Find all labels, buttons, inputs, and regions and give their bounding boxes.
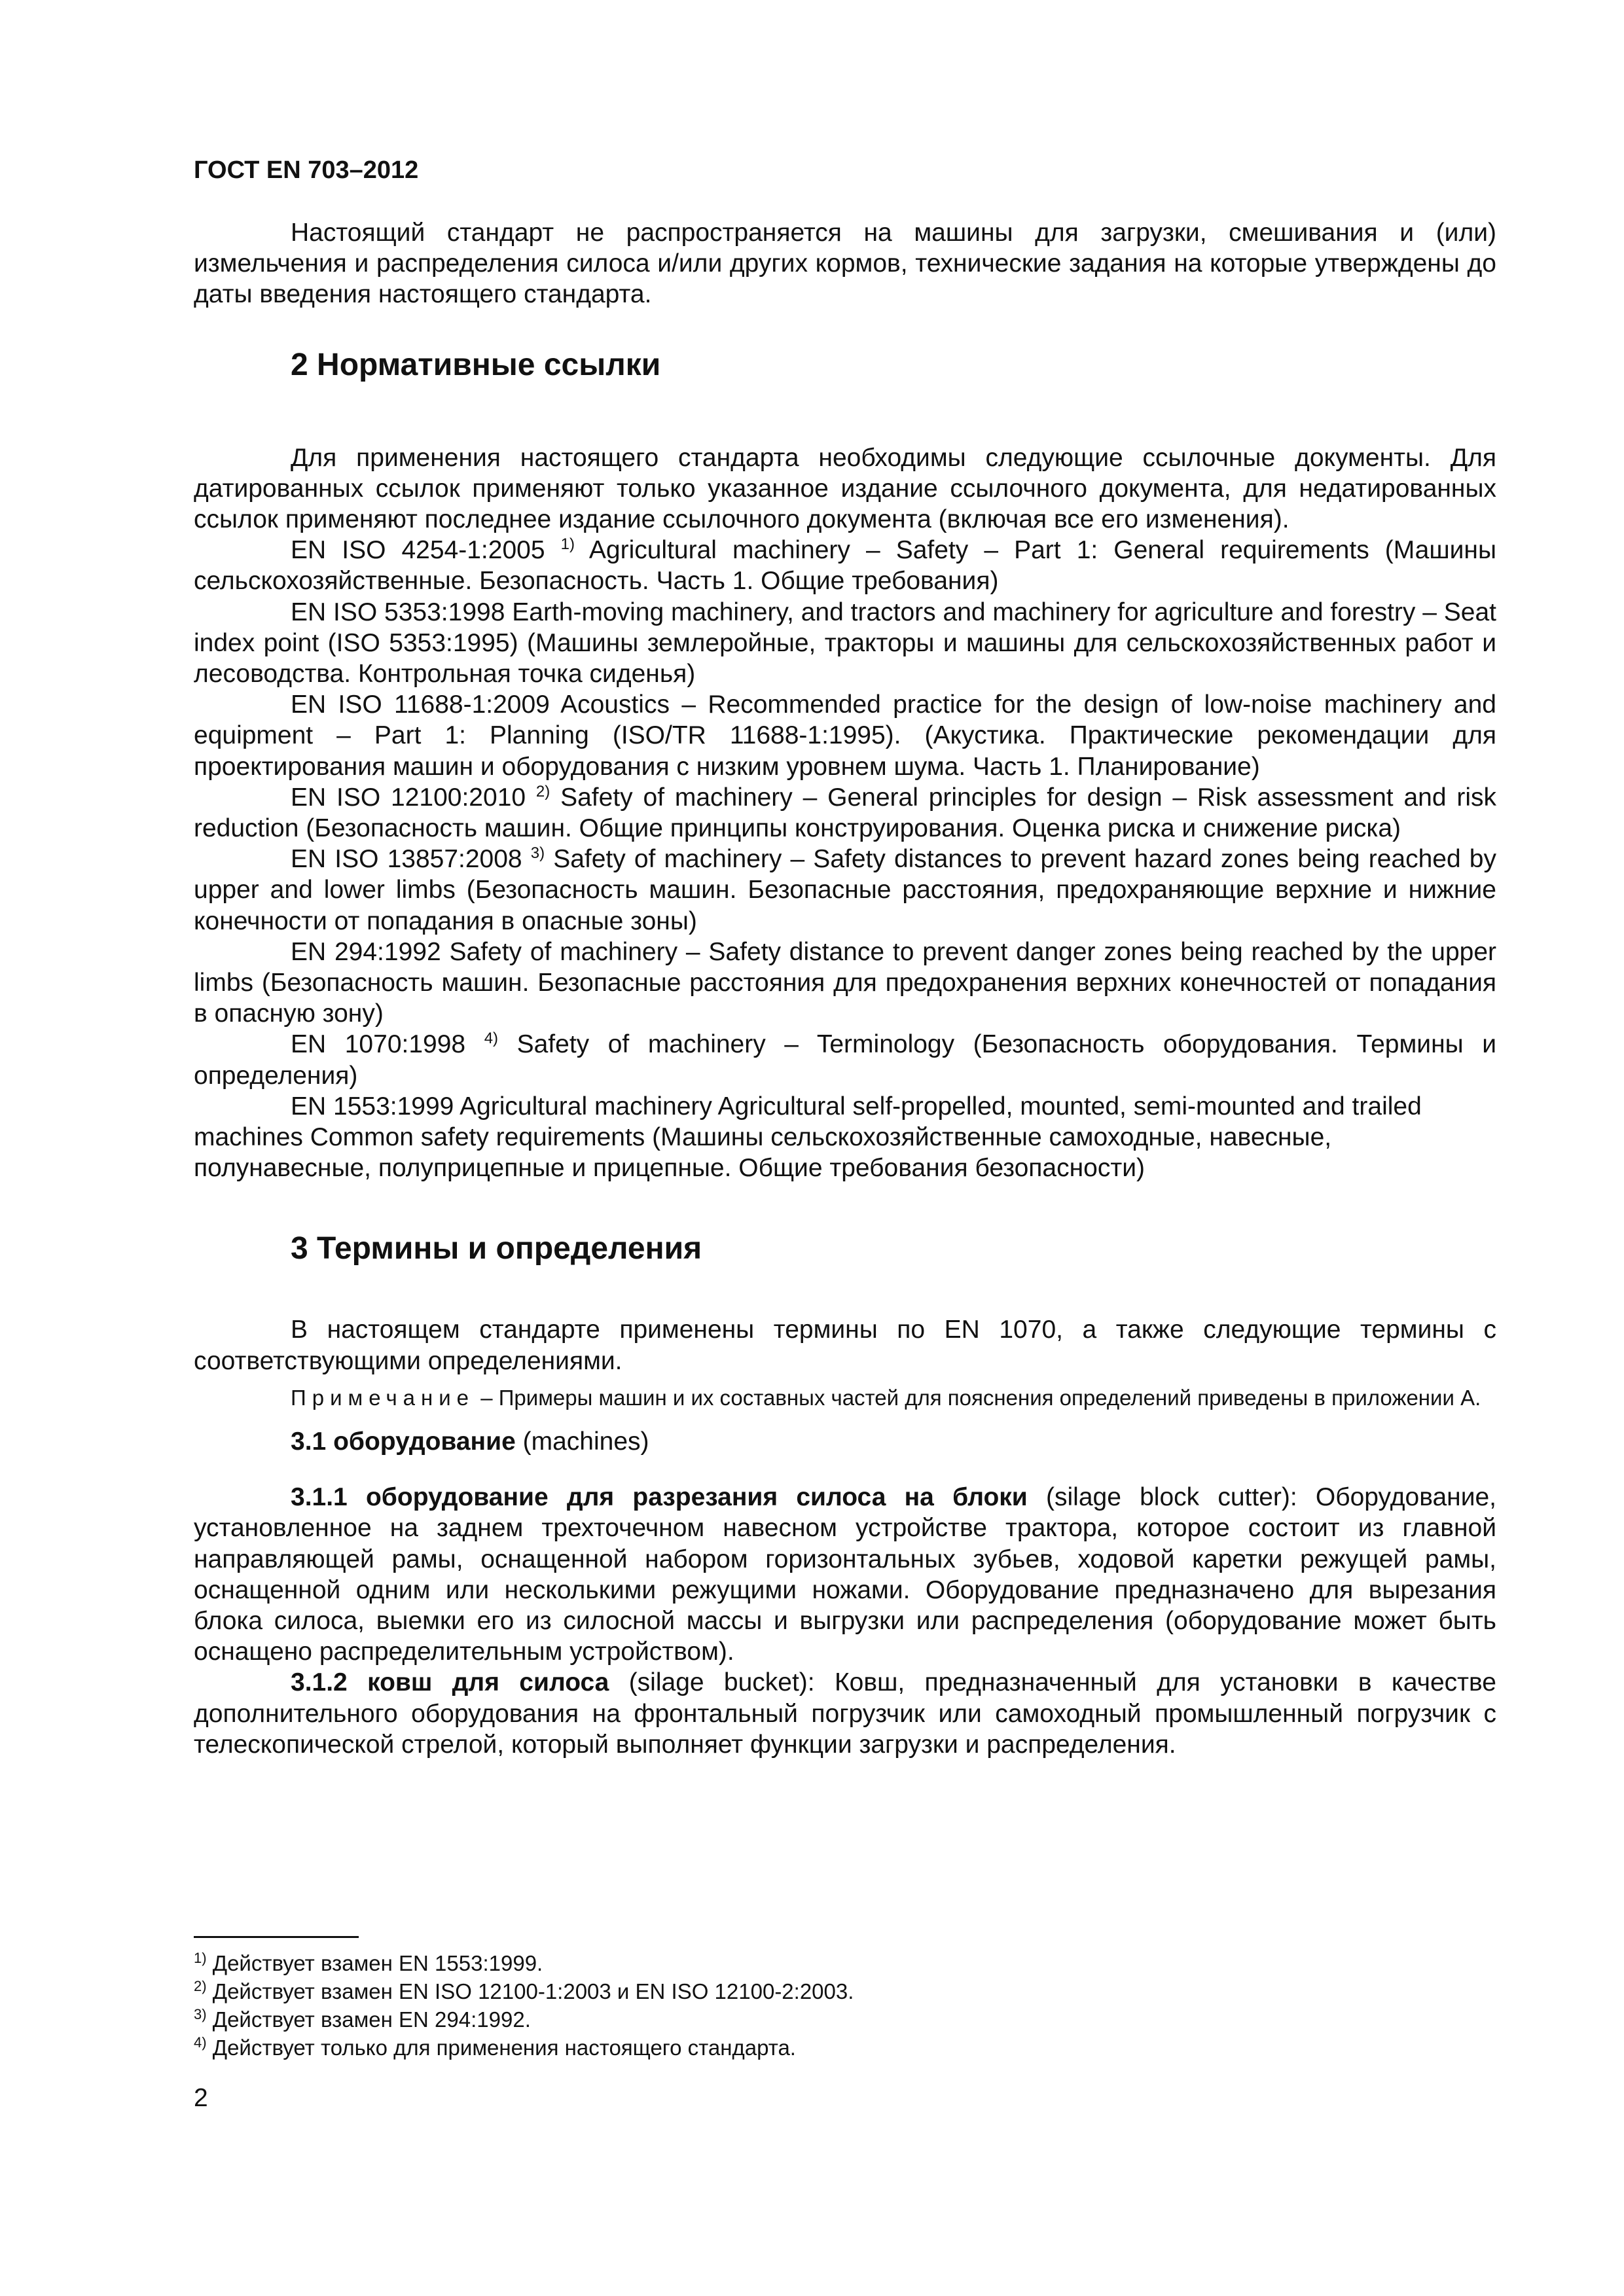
reference-code: EN ISO 11688-1:2009 — [291, 691, 550, 719]
footnote-item — [194, 1977, 1496, 2005]
reference-item — [194, 937, 1496, 1030]
footnote-text: Действует взамен EN 294:1992. — [212, 2007, 531, 2032]
footnote-item — [194, 2005, 1496, 2034]
reference-title: Agricultural machinery – Safety – Part 1: General requirements (Машины сельскохозяйственные. Безопасность. Часть 1. Общие требования) — [194, 536, 1497, 596]
term-definition: Оборудование, установленное на заднем трехточечном навесном устройстве трактора, которое состоит из главной направляющей рамы, оснащенной набором горизонтальных зубьев, ходовой каретки режущей рамы, оснащенной одним или несколькими режущими ножами. Оборудование предназначено для вырезания блока силоса, выемки его из силосной массы и выгрузки или распределения (оборудование может быть оснащено распределительным устройством). — [194, 1483, 1497, 1666]
document-code-header: ГОСТ EN 703–2012 — [194, 156, 419, 184]
note-text: – Примеры машин и их составных частей для пояснения определений приведены в приложении А. — [480, 1385, 1481, 1410]
section-2-intro: Для применения настоящего стандарта необходимы следующие ссылочные документы. Для датированных ссылок применяют только указанное издание ссылочного документа, для недатированных ссылок применяют последнее издание ссылочного документа (включая все его изменения). — [194, 443, 1496, 534]
intro-paragraph: Настоящий стандарт не распространяется на машины для загрузки, смешивания и (или) измельчения и распределения силоса и/или других кормов, технические задания на которые утверждены до даты введения настоящего стандарта. — [194, 219, 1496, 309]
reference-title: Safety of machinery – General principles for design – Risk assessment and risk reduction (Безопасность машин. Общие принципы конструирования. Оценка риска и снижение риска) — [194, 783, 1497, 843]
reference-code: EN ISO 4254-1:2005 — [291, 536, 545, 565]
footnote-text: Действует только для применения настоящего стандарта. — [212, 2036, 796, 2060]
reference-item — [194, 1091, 1496, 1184]
term-3-1 — [194, 1426, 1496, 1457]
term-number: 3.1.2 — [291, 1668, 348, 1697]
term-3-1-1 — [194, 1482, 1496, 1667]
page-body — [194, 217, 1496, 1760]
footnote-mark: 4) — [484, 1030, 499, 1048]
term-name: ковш для силоса — [367, 1668, 609, 1697]
reference-item — [194, 535, 1496, 596]
footnote-text: Действует взамен EN 1553:1999. — [212, 1951, 543, 1975]
footnote-text: Действует взамен EN ISO 12100-1:2003 и EN ISO 12100-2:2003. — [212, 1979, 854, 2003]
reference-item — [194, 1029, 1496, 1090]
footnote-mark: 2) — [194, 1978, 207, 1994]
reference-title: Safety of machinery – Safety distance to prevent danger zones being reached by the upper limbs (Безопасность машин. Безопасные расстояния для предохранения верхних конечностей от попадания в опасную зону) — [194, 937, 1496, 1028]
reference-code: EN 1070:1998 — [291, 1030, 466, 1059]
section-2-heading: 2 Нормативные ссылки — [291, 347, 661, 382]
footnote-item — [194, 1949, 1496, 1977]
term-number: 3.1.1 — [291, 1483, 348, 1512]
footnote-mark: 2) — [535, 782, 550, 800]
footnote-separator — [194, 1936, 359, 1938]
reference-code: EN 294:1992 — [291, 937, 441, 966]
term-name: оборудование для разрезания силоса на блоки — [365, 1483, 1028, 1512]
footnote-mark: 4) — [194, 2034, 207, 2051]
footnotes — [194, 1949, 1496, 2062]
footnote-mark: 1) — [194, 1950, 207, 1966]
footnote-mark: 3) — [194, 2006, 207, 2022]
footnote-mark: 3) — [530, 844, 545, 863]
reference-code: EN ISO 5353:1998 — [291, 598, 505, 626]
term-english: (silage block cutter): — [1046, 1483, 1297, 1512]
note-paragraph — [194, 1383, 1496, 1413]
reference-item — [194, 782, 1496, 844]
reference-item — [194, 689, 1496, 782]
reference-code: EN ISO 13857:2008 — [291, 845, 522, 874]
reference-code: EN ISO 12100:2010 — [291, 783, 526, 812]
section-3-heading: 3 Термины и определения — [291, 1231, 702, 1266]
term-english: (silage bucket): — [628, 1668, 815, 1697]
footnote-item — [194, 2034, 1496, 2062]
term-definition: Ковш, предназначенный для установки в качестве дополнительного оборудования на фронтальный погрузчик или самоходный промышленный погрузчик с телескопической стрелой, который выполняет функции загрузки и распределения. — [194, 1668, 1496, 1759]
reference-item — [194, 844, 1496, 937]
term-name: оборудование — [333, 1427, 516, 1456]
reference-title: Safety of machinery – Terminology (Безопасность оборудования. Термины и определения) — [194, 1030, 1496, 1090]
page-number: 2 — [194, 2084, 208, 2112]
reference-title: Acoustics – Recommended practice for the design of low-noise machinery and equipment – Part 1: Planning (ISO/TR 11688-1:1995). (Акустика. Практические рекомендации для проектирования машин и оборудования с низким уровнем шума. Часть 1. Планирование) — [194, 691, 1497, 781]
section-3-intro: В настоящем стандарте применены термины по EN 1070, а также следующие термины с соответствующими определениями. — [194, 1316, 1496, 1375]
reference-title: Earth-moving machinery, and tractors and machinery for agriculture and forestry – Seat index point (ISO 5353:1995) (Машины землеройные, тракторы и машины для сельскохозяйственных работ и лесоводства. Контрольная точка сиденья) — [194, 598, 1496, 689]
footnote-mark: 1) — [560, 535, 575, 554]
term-3-1-2 — [194, 1667, 1496, 1760]
reference-item — [194, 597, 1496, 690]
term-english: (machines) — [522, 1427, 649, 1456]
note-label: Примечание — [291, 1385, 475, 1410]
term-number: 3.1 — [291, 1427, 327, 1456]
reference-code: EN 1553:1999 — [291, 1092, 454, 1121]
reference-title: Safety of machinery – Safety distances to prevent hazard zones being reached by upper and lower limbs (Безопасность машин. Безопасные расстояния, предохраняющие верхние и нижние конечности от попадания в опасные зоны) — [194, 845, 1496, 935]
reference-title: Agricultural machinery Agricultural self-propelled, mounted, semi-mounted and trailed machines Common safety requirements (Машины сельскохозяйственные самоходные, навесные, полунавесные, полуприцепные и прицепные. Общие требования безопасности) — [194, 1092, 1422, 1183]
